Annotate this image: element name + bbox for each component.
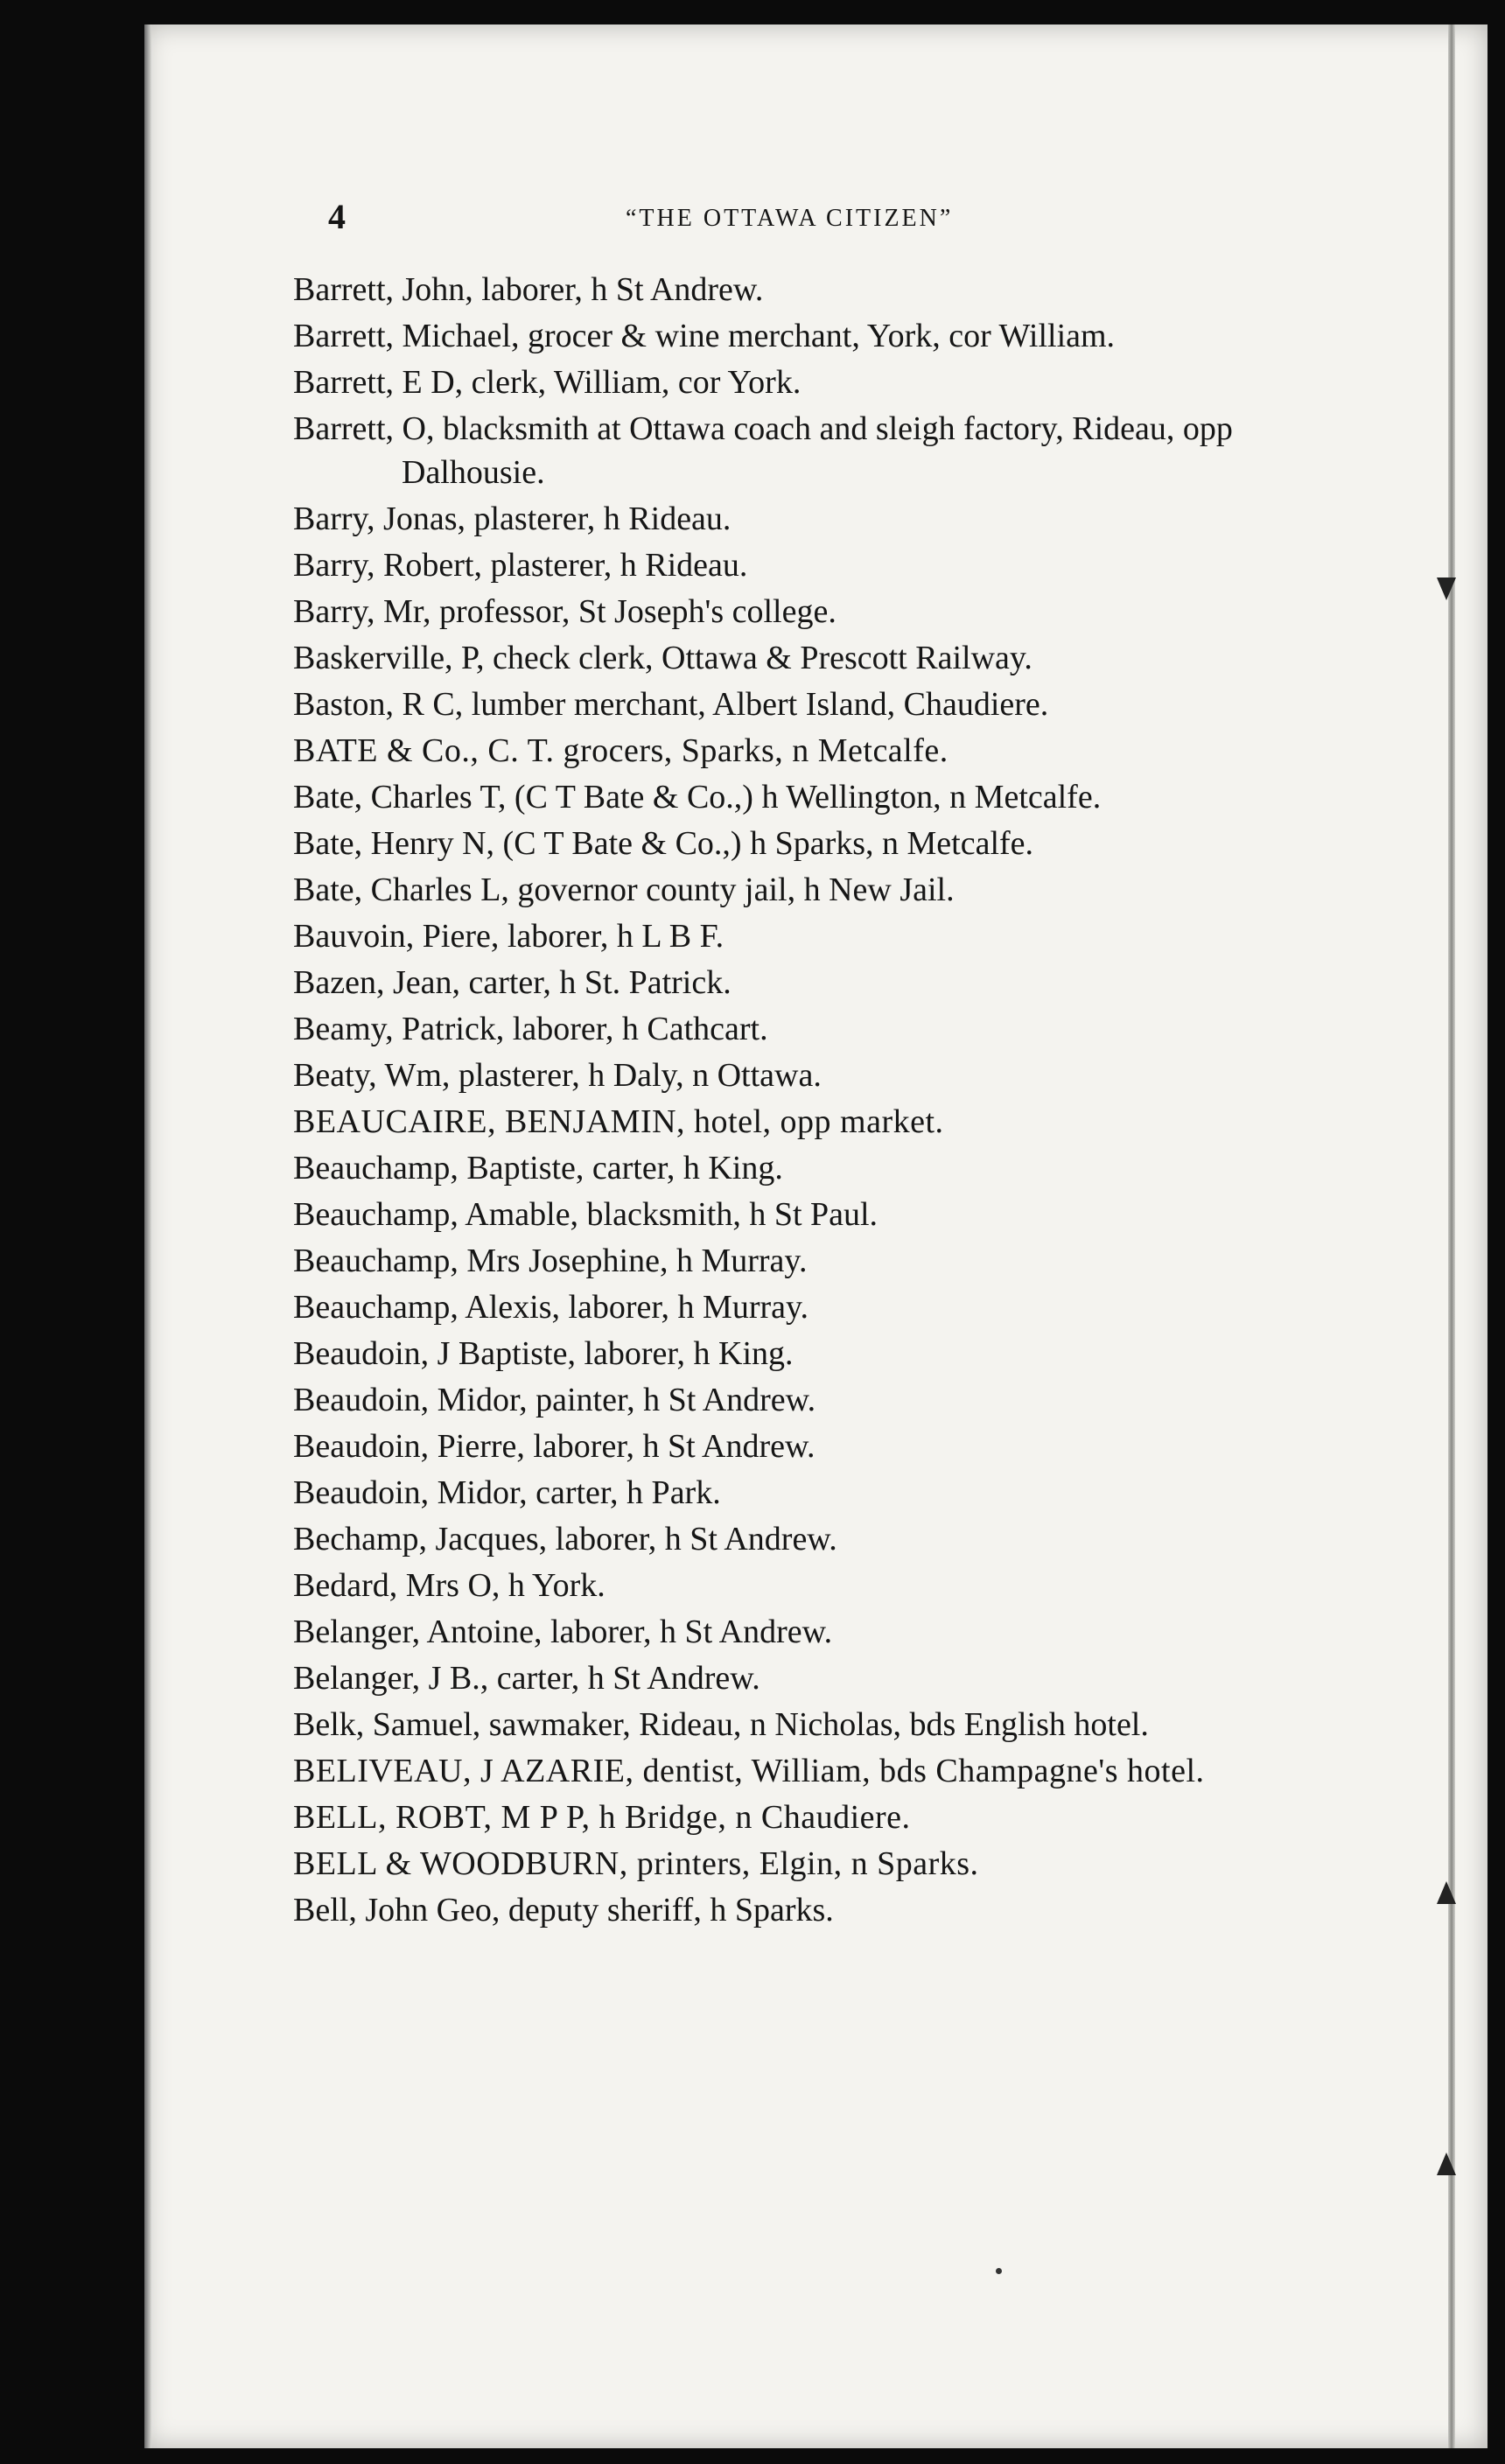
- directory-entry: Baskerville, P, check clerk, Ottawa & Prescott Railway.: [293, 640, 1032, 676]
- directory-entry: Beauchamp, Mrs Josephine, h Murray.: [293, 1242, 808, 1279]
- directory-entry: Bechamp, Jacques, laborer, h St Andrew.: [293, 1521, 837, 1558]
- directory-entry: Barrett, Michael, grocer & wine merchant, York, cor William.: [293, 318, 1116, 354]
- directory-entry: Barry, Mr, professor, St Joseph's college.: [293, 593, 836, 630]
- directory-entry: Beauchamp, Amable, blacksmith, h St Paul.: [293, 1196, 878, 1233]
- directory-entry: Barry, Jonas, plasterer, h Rideau.: [293, 500, 732, 537]
- directory-entry: Beaudoin, Midor, painter, h St Andrew.: [293, 1382, 816, 1418]
- page-gutter-edge: [144, 24, 151, 2448]
- directory-entry: BELIVEAU, J AZARIE, dentist, William, bds Champagne's hotel.: [293, 1753, 1205, 1789]
- directory-entries: [293, 268, 1326, 1935]
- running-title: “THE OTTAWA CITIZEN”: [626, 205, 954, 232]
- directory-entry: BELL & WOODBURN, printers, Elgin, n Sparks.: [293, 1845, 979, 1882]
- directory-entry: Belk, Samuel, sawmaker, Rideau, n Nicholas, bds English hotel.: [293, 1706, 1149, 1743]
- directory-entry: BEAUCAIRE, BENJAMIN, hotel, opp market.: [293, 1103, 944, 1140]
- directory-entry: Bell, John Geo, deputy sheriff, h Sparks.: [293, 1892, 834, 1928]
- directory-entry: Bedard, Mrs O, h York.: [293, 1567, 606, 1604]
- directory-entry: Belanger, Antoine, laborer, h St Andrew.: [293, 1614, 833, 1650]
- directory-entry: Barrett, E D, clerk, William, cor York.: [293, 364, 802, 401]
- directory-entry: Bauvoin, Piere, laborer, h L B F.: [293, 918, 724, 955]
- edge-marker-bottom: [1437, 2152, 1456, 2175]
- directory-entry: Beauchamp, Alexis, laborer, h Murray.: [293, 1289, 809, 1326]
- directory-entry: Beaty, Wm, plasterer, h Daly, n Ottawa.: [293, 1057, 822, 1094]
- directory-entry: BATE & Co., C. T. grocers, Sparks, n Metcalfe.: [293, 732, 948, 769]
- ink-speck: [996, 2268, 1002, 2274]
- directory-entry: Beamy, Patrick, laborer, h Cathcart.: [293, 1011, 768, 1047]
- directory-entry: Belanger, J B., carter, h St Andrew.: [293, 1660, 760, 1697]
- directory-entry: Beaudoin, Pierre, laborer, h St Andrew.: [293, 1428, 816, 1465]
- edge-marker-middle: [1437, 1881, 1456, 1904]
- directory-entry: Barrett, O, blacksmith at Ottawa coach and sleigh factory, Rideau, opp Dalhousie.: [293, 410, 1233, 491]
- directory-entry: Barry, Robert, plasterer, h Rideau.: [293, 547, 748, 584]
- directory-entry: Beauchamp, Baptiste, carter, h King.: [293, 1150, 783, 1186]
- page-fore-edge: [1448, 24, 1455, 2448]
- page-header: [328, 194, 1334, 247]
- directory-entry: Bate, Charles L, governor county jail, h New Jail.: [293, 872, 955, 908]
- page-number: 4: [328, 197, 346, 236]
- directory-entry: Bate, Charles T, (C T Bate & Co.,) h Wellington, n Metcalfe.: [293, 779, 1102, 816]
- directory-entry: Barrett, John, laborer, h St Andrew.: [293, 271, 764, 308]
- edge-marker-top: [1437, 578, 1456, 600]
- directory-entry: Bate, Henry N, (C T Bate & Co.,) h Sparks, n Metcalfe.: [293, 825, 1034, 862]
- directory-entry: Beaudoin, Midor, carter, h Park.: [293, 1474, 721, 1511]
- directory-entry: Beaudoin, J Baptiste, laborer, h King.: [293, 1335, 794, 1372]
- directory-entry: Baston, R C, lumber merchant, Albert Island, Chaudiere.: [293, 686, 1049, 723]
- directory-entry: Bazen, Jean, carter, h St. Patrick.: [293, 964, 732, 1001]
- directory-entry: BELL, ROBT, M P P, h Bridge, n Chaudiere.: [293, 1799, 911, 1836]
